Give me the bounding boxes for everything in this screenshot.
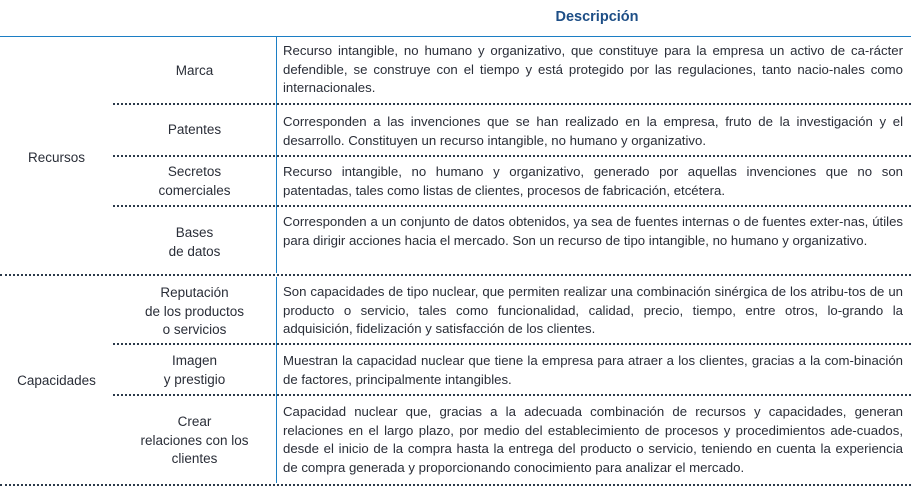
row-description-patentes: Corresponden a las invenciones que se han realizado en la empresa, fruto de la investigación y el desarrollo. Constituyen un recurso intangible, no humano y organizativo. bbox=[283, 114, 903, 148]
row-description-reputacion: Son capacidades de tipo nuclear, que permiten realizar una combinación sinérgica de los atribu-tos de un producto o servicio, tales como funcionalidad, calidad, precio, tiempo, entre otros, lo-grando la adquisición, fidelización y satisfacción de los clientes. bbox=[283, 284, 903, 337]
row-name-patentes: Patentes bbox=[167, 122, 222, 137]
row-name-reputacion: Reputación de los productos o servicios bbox=[144, 285, 245, 337]
row-name-bases-de-datos: Bases de datos bbox=[168, 225, 221, 259]
group-separator bbox=[0, 274, 911, 276]
group-label-recursos: Recursos bbox=[27, 150, 86, 165]
row-description-secretos-comerciales: Recurso intangible, no humano y organizativo, generado por aquellas invenciones que no son patentadas, tales como listas de clientes, procesos de fabricación, etcétera. bbox=[283, 164, 903, 198]
row-separator bbox=[113, 103, 911, 105]
row-separator bbox=[113, 205, 911, 207]
row-separator bbox=[113, 343, 911, 345]
row-name-imagen-y-prestigio: Imagen y prestigio bbox=[163, 353, 226, 387]
header-title: Descripción bbox=[555, 9, 639, 25]
row-name-secretos-comerciales: Secretos comerciales bbox=[158, 164, 231, 198]
group-label-capacidades: Capacidades bbox=[17, 373, 96, 388]
row-separator bbox=[113, 155, 911, 157]
row-name-crear-relaciones: Crear relaciones con los clientes bbox=[140, 414, 249, 466]
row-description-bases-de-datos: Corresponden a un conjunto de datos obtenidos, ya sea de fuentes internas o de fuentes exter-nas, útiles para dirigir acciones hacia el mercado. Son un recurso de tipo intangible, no humano y organizativo. bbox=[283, 214, 903, 248]
column-divider bbox=[276, 277, 277, 483]
row-description-crear-relaciones: Capacidad nuclear que, gracias a la adecuada combinación de recursos y capacidades, generan relaciones en el largo plazo, por medio del establecimiento de procesos y procedimientos ade-cuados, desde el inicio de la compra hasta la entrega del producto o servicio, teniendo en cuenta la experiencia de compra generada y proporcionando conocimiento para analizar el mercado. bbox=[283, 404, 903, 475]
table-header bbox=[0, 0, 911, 37]
row-description-imagen-y-prestigio: Muestran la capacidad nuclear que tiene la empresa para atraer a los clientes, gracias a la com-binación de factores, principalmente intangibles. bbox=[283, 353, 903, 387]
row-name-marca: Marca bbox=[175, 63, 214, 78]
table-bottom-rule bbox=[0, 484, 911, 486]
row-description-marca: Recurso intangible, no humano y organizativo, que constituye para la empresa un activo de ca-rácter defendible, se construye con el tiempo y está protegido por las regulaciones, tanto nacio-nales como internacionales. bbox=[283, 43, 903, 96]
row-separator bbox=[113, 394, 911, 396]
